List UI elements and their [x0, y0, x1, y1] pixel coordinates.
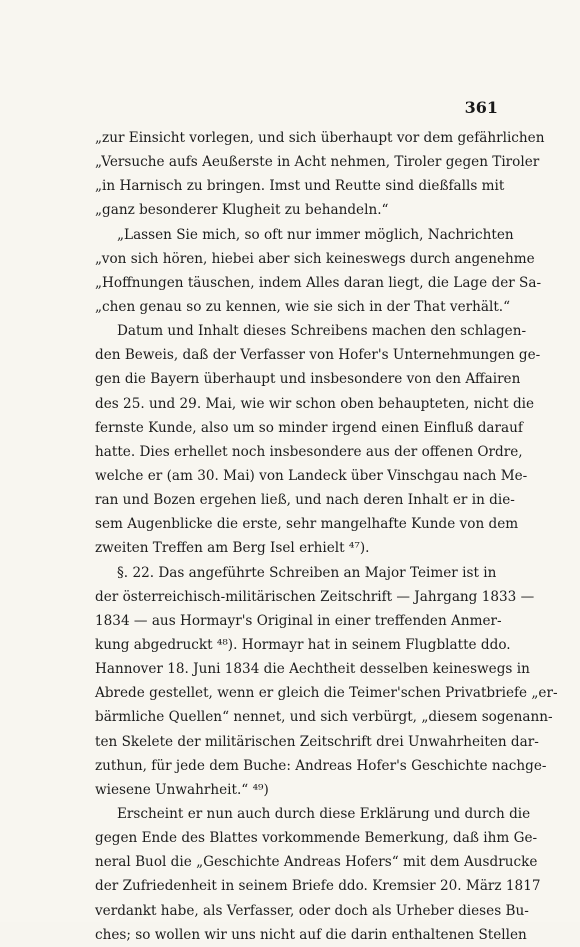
text-line: 1834 — aus Hormayr's Original in einer treffenden Anmer- — [95, 612, 502, 629]
text-line: hatte. Dies erhellet noch insbesondere aus der offenen Ordre, — [95, 443, 523, 460]
text-line: Hannover 18. Juni 1834 die Aechtheit desselben keineswegs in — [95, 661, 530, 678]
text-line: Abrede gestellet, wenn er gleich die Teimer'schen Privatbriefe „er- — [95, 685, 558, 702]
text-line: Erscheint er nun auch durch diese Erklärung und durch die — [117, 805, 531, 822]
text-line: „Versuche aufs Aeußerste in Acht nehmen, Tiroler gegen Tiroler — [95, 154, 540, 171]
text-line: §. 22. Das angeführte Schreiben an Major Teimer ist in — [117, 564, 497, 581]
text-line: Datum und Inhalt dieses Schreibens machen den schlagen- — [117, 323, 527, 340]
text-line: ten Skelete der militärischen Zeitschrift drei Unwahrheiten dar- — [95, 733, 539, 750]
page-number: 361 — [464, 98, 498, 117]
text-line: gen die Bayern überhaupt und insbesondere von den Affairen — [95, 371, 521, 388]
text-line: ches; so wollen wir uns nicht auf die darin enthaltenen Stellen — [95, 926, 527, 943]
text-line: ran und Bozen ergehen ließ, und nach deren Inhalt er in die- — [95, 492, 515, 509]
text-line: der Zufriedenheit in seinem Briefe ddo. Kremsier 20. März 1817 — [95, 878, 541, 895]
text-line: bärmliche Quellen“ nennet, und sich verbürgt, „diesem sogenann- — [95, 709, 553, 726]
text-line: „von sich hören, hiebei aber sich keineswegs durch angenehme — [95, 250, 535, 267]
text-line: der österreichisch-militärischen Zeitschrift — Jahrgang 1833 — — [95, 588, 535, 605]
text-line: „Hoffnungen täuschen, indem Alles daran liegt, die Lage der Sa- — [95, 274, 542, 291]
text-line: welche er (am 30. Mai) von Landeck über Vinschgau nach Me- — [95, 467, 528, 484]
body-text — [95, 126, 558, 947]
text-line: „zur Einsicht vorlegen, und sich überhaupt vor dem gefährlichen — [95, 130, 545, 146]
text-line: gegen Ende des Blattes vorkommende Bemerkung, daß ihm Ge- — [95, 830, 538, 847]
text-line: neral Buol die „Geschichte Andreas Hofers“ mit dem Ausdrucke — [95, 854, 538, 871]
text-line: fernste Kunde, also um so minder irgend einen Einfluß darauf — [95, 419, 523, 436]
text-line: „Lassen Sie mich, so oft nur immer möglich, Nachrichten — [117, 226, 514, 243]
text-line: „ganz besonderer Klugheit zu behandeln.“ — [95, 202, 389, 219]
text-line: „chen genau so zu kennen, wie sie sich in der That verhält.“ — [95, 298, 511, 315]
text-line: kung abgedruckt ⁴⁸). Hormayr hat in seinem Flugblatte ddo. — [95, 636, 511, 653]
text-line: „in Harnisch zu bringen. Imst und Reutte sind dießfalls mit — [95, 178, 505, 195]
text-line: den Beweis, daß der Verfasser von Hofer's Unternehmungen ge- — [95, 347, 541, 364]
text-line: sem Augenblicke die erste, sehr mangelhafte Kunde von dem — [95, 516, 519, 533]
text-line: zweiten Treffen am Berg Isel erhielt ⁴⁷). — [95, 540, 370, 557]
text-line: verdankt habe, als Verfasser, oder doch als Urheber dieses Bu- — [95, 902, 529, 919]
text-line: zuthun, für jede dem Buche: Andreas Hofer's Geschichte nachge- — [95, 757, 547, 774]
text-line: wiesene Unwahrheit.“ ⁴⁹) — [95, 781, 269, 798]
text-line: des 25. und 29. Mai, wie wir schon oben behaupteten, nicht die — [95, 395, 535, 412]
